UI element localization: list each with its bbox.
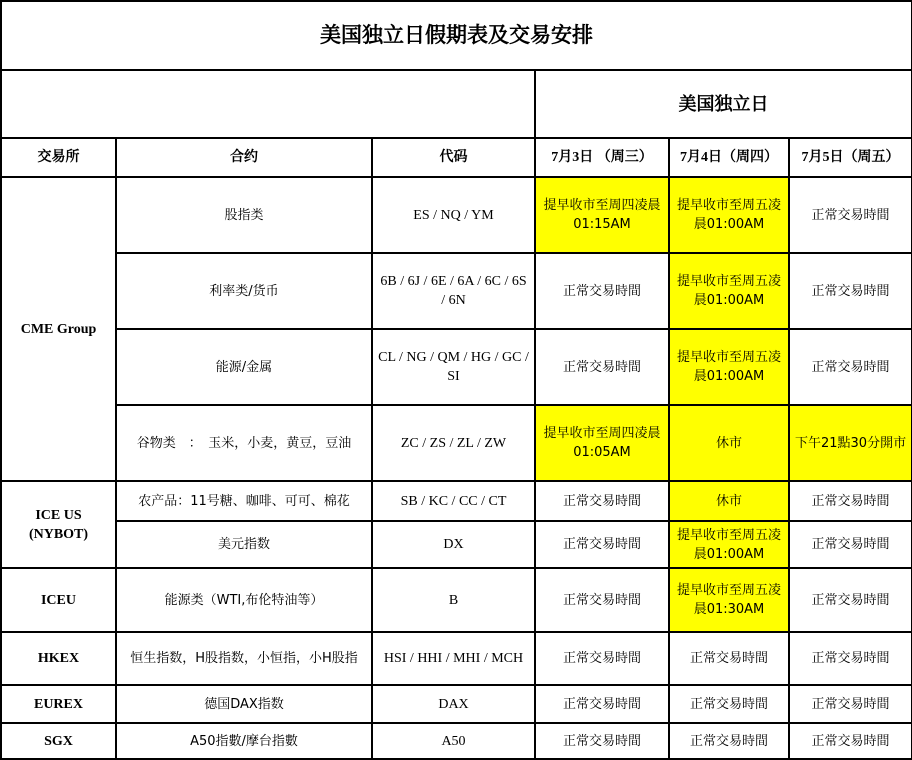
jul3-cell: 正常交易時間 xyxy=(535,685,669,723)
header-jul4: 7月4日（周四） xyxy=(669,138,789,177)
table-row xyxy=(1,481,912,521)
table-row xyxy=(1,632,912,685)
jul4-cell: 提早收市至周五凌晨01:00AM xyxy=(669,521,789,568)
jul4-cell: 正常交易時間 xyxy=(669,632,789,685)
jul4-cell: 休市 xyxy=(669,405,789,481)
jul5-cell: 正常交易時間 xyxy=(789,723,912,759)
jul4-cell: 提早收市至周五凌晨01:00AM xyxy=(669,177,789,253)
exchange-iceu: ICEU xyxy=(1,568,116,632)
jul3-cell: 正常交易時間 xyxy=(535,329,669,405)
contract-cell: 恒生指数，H股指数，小恒指，小H股指 xyxy=(116,632,372,685)
table-row xyxy=(1,723,912,759)
jul3-cell: 正常交易時間 xyxy=(535,568,669,632)
contract-cell: 股指类 xyxy=(116,177,372,253)
contract-cell: 能源/金属 xyxy=(116,329,372,405)
jul5-cell: 正常交易時間 xyxy=(789,253,912,329)
exchange-hkex: HKEX xyxy=(1,632,116,685)
contract-cell: 农产品：11号糖、咖啡、可可、棉花 xyxy=(116,481,372,521)
code-cell: DAX xyxy=(372,685,535,723)
code-cell: SB / KC / CC / CT xyxy=(372,481,535,521)
jul5-cell: 正常交易時間 xyxy=(789,329,912,405)
header-blank xyxy=(1,70,535,138)
table-row xyxy=(1,568,912,632)
jul5-cell: 下午21點30分開市 xyxy=(789,405,912,481)
jul3-cell: 正常交易時間 xyxy=(535,521,669,568)
header-jul3: 7月3日 （周三） xyxy=(535,138,669,177)
holiday-name: 美国独立日 xyxy=(535,70,912,138)
exchange-ice-us: ICE US (NYBOT) xyxy=(1,481,116,568)
table-row xyxy=(1,177,912,253)
jul4-cell: 休市 xyxy=(669,481,789,521)
contract-cell: 谷物类 ： 玉米，小麦，黄豆，豆油 xyxy=(116,405,372,481)
jul5-cell: 正常交易時間 xyxy=(789,632,912,685)
code-cell: HSI / HHI / MHI / MCH xyxy=(372,632,535,685)
code-cell: DX xyxy=(372,521,535,568)
code-cell: B xyxy=(372,568,535,632)
jul5-cell: 正常交易時間 xyxy=(789,685,912,723)
jul3-cell: 正常交易時間 xyxy=(535,253,669,329)
jul3-cell: 正常交易時間 xyxy=(535,723,669,759)
contract-cell: A50指數/摩台指數 xyxy=(116,723,372,759)
jul5-cell: 正常交易時間 xyxy=(789,521,912,568)
code-cell: A50 xyxy=(372,723,535,759)
code-cell: 6B / 6J / 6E / 6A / 6C / 6S / 6N xyxy=(372,253,535,329)
header-exchange: 交易所 xyxy=(1,138,116,177)
code-cell: ES / NQ / YM xyxy=(372,177,535,253)
code-cell: ZC / ZS / ZL / ZW xyxy=(372,405,535,481)
header-jul5: 7月5日（周五） xyxy=(789,138,912,177)
contract-cell: 能源类（WTI,布伦特油等） xyxy=(116,568,372,632)
header-contract: 合约 xyxy=(116,138,372,177)
jul4-cell: 提早收市至周五凌晨01:00AM xyxy=(669,253,789,329)
table-row xyxy=(1,253,912,329)
table-row xyxy=(1,329,912,405)
jul5-cell: 正常交易時間 xyxy=(789,481,912,521)
table-row xyxy=(1,521,912,568)
contract-cell: 德国DAX指数 xyxy=(116,685,372,723)
jul4-cell: 提早收市至周五凌晨01:30AM xyxy=(669,568,789,632)
contract-cell: 利率类/货币 xyxy=(116,253,372,329)
exchange-eurex: EUREX xyxy=(1,685,116,723)
jul4-cell: 正常交易時間 xyxy=(669,723,789,759)
table-row xyxy=(1,685,912,723)
jul3-cell: 正常交易時間 xyxy=(535,481,669,521)
table-row xyxy=(1,405,912,481)
code-cell: CL / NG / QM / HG / GC / SI xyxy=(372,329,535,405)
contract-cell: 美元指数 xyxy=(116,521,372,568)
exchange-sgx: SGX xyxy=(1,723,116,759)
jul4-cell: 提早收市至周五凌晨01:00AM xyxy=(669,329,789,405)
header-code: 代码 xyxy=(372,138,535,177)
exchange-cme: CME Group xyxy=(1,177,116,481)
jul3-cell: 正常交易時間 xyxy=(535,632,669,685)
jul3-cell: 提早收市至周四凌晨01:15AM xyxy=(535,177,669,253)
jul3-cell: 提早收市至周四凌晨01:05AM xyxy=(535,405,669,481)
page-title: 美国独立日假期表及交易安排 xyxy=(1,1,912,70)
jul5-cell: 正常交易時間 xyxy=(789,568,912,632)
jul4-cell: 正常交易時間 xyxy=(669,685,789,723)
jul5-cell: 正常交易時間 xyxy=(789,177,912,253)
